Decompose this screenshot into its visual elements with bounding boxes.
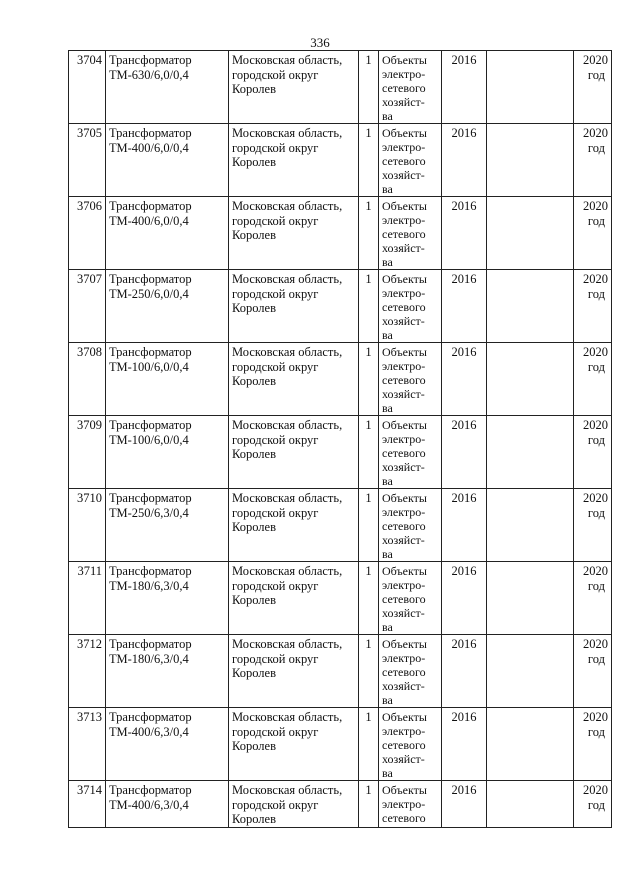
category-line: сетевого xyxy=(382,300,426,314)
table-row xyxy=(69,197,612,270)
deadline-year: 2020 xyxy=(583,126,608,140)
deadline-cell xyxy=(574,562,612,635)
category-line: Объекты xyxy=(382,637,427,651)
quantity-cell: 1 xyxy=(359,489,379,562)
category-line: электро- xyxy=(382,67,426,81)
category-line: хозяйст- xyxy=(382,241,425,255)
deadline-unit: год xyxy=(587,578,605,593)
deadline-year: 2020 xyxy=(583,783,608,797)
quantity-cell: 1 xyxy=(359,635,379,708)
category-line: сетевого xyxy=(382,373,426,387)
deadline-year: 2020 xyxy=(583,272,608,286)
category-line: сетевого xyxy=(382,81,426,95)
row-number-cell: 3709 xyxy=(69,416,106,489)
category-line: хозяйст- xyxy=(382,314,425,328)
location-cell: Московская область, городской округ Королев xyxy=(229,197,359,270)
deadline-unit: год xyxy=(587,724,605,739)
category-line: ва xyxy=(382,109,393,123)
deadline-cell xyxy=(574,781,612,828)
deadline-year: 2020 xyxy=(583,491,608,505)
category-line: электро- xyxy=(382,651,426,665)
deadline-unit: год xyxy=(587,67,605,82)
page-number: 336 xyxy=(310,35,330,50)
item-name-cell: Трансформатор ТМ-400/6,0/0,4 xyxy=(106,197,229,270)
row-number-cell: 3705 xyxy=(69,124,106,197)
category-cell xyxy=(379,343,442,416)
category-cell xyxy=(379,635,442,708)
empty-cell xyxy=(487,270,574,343)
category-cell xyxy=(379,416,442,489)
category-line: хозяйст- xyxy=(382,95,425,109)
deadline-unit: год xyxy=(587,213,605,228)
category-cell xyxy=(379,124,442,197)
deadline-year: 2020 xyxy=(583,53,608,67)
location-cell: Московская область, городской округ Королев xyxy=(229,124,359,197)
deadline-cell xyxy=(574,197,612,270)
category-line: хозяйст- xyxy=(382,533,425,547)
deadline-year: 2020 xyxy=(583,710,608,724)
category-line: Объекты xyxy=(382,783,427,797)
category-line: сетевого xyxy=(382,592,426,606)
item-name-cell: Трансформатор ТМ-400/6,3/0,4 xyxy=(106,781,229,828)
item-name-cell: Трансформатор ТМ-630/6,0/0,4 xyxy=(106,51,229,124)
empty-cell xyxy=(487,562,574,635)
empty-cell xyxy=(487,489,574,562)
empty-cell xyxy=(487,343,574,416)
registry-table xyxy=(68,50,612,828)
category-line: хозяйст- xyxy=(382,168,425,182)
category-line: электро- xyxy=(382,140,426,154)
item-name-cell: Трансформатор ТМ-250/6,3/0,4 xyxy=(106,489,229,562)
table-row xyxy=(69,416,612,489)
category-line: электро- xyxy=(382,286,426,300)
category-line: сетевого xyxy=(382,665,426,679)
deadline-unit: год xyxy=(587,140,605,155)
category-cell xyxy=(379,489,442,562)
category-line: Объекты xyxy=(382,564,427,578)
deadline-cell xyxy=(574,124,612,197)
location-cell: Московская область, городской округ Королев xyxy=(229,708,359,781)
row-number-cell: 3707 xyxy=(69,270,106,343)
category-cell xyxy=(379,270,442,343)
deadline-unit: год xyxy=(587,505,605,520)
category-line: Объекты xyxy=(382,126,427,140)
empty-cell xyxy=(487,124,574,197)
category-line: сетевого xyxy=(382,446,426,460)
deadline-cell xyxy=(574,635,612,708)
year-cell: 2016 xyxy=(442,708,487,781)
deadline-cell xyxy=(574,708,612,781)
category-line: электро- xyxy=(382,432,426,446)
deadline-year: 2020 xyxy=(583,637,608,651)
year-cell: 2016 xyxy=(442,781,487,828)
location-cell: Московская область, городской округ Королев xyxy=(229,270,359,343)
quantity-cell: 1 xyxy=(359,781,379,828)
year-cell: 2016 xyxy=(442,51,487,124)
year-cell: 2016 xyxy=(442,562,487,635)
deadline-cell xyxy=(574,270,612,343)
category-line: ва xyxy=(382,620,393,634)
category-line: ва xyxy=(382,255,393,269)
category-line: хозяйст- xyxy=(382,606,425,620)
location-cell: Московская область, городской округ Королев xyxy=(229,562,359,635)
category-line: Объекты xyxy=(382,345,427,359)
category-line: Объекты xyxy=(382,491,427,505)
quantity-cell: 1 xyxy=(359,708,379,781)
category-cell xyxy=(379,51,442,124)
year-cell: 2016 xyxy=(442,343,487,416)
row-number-cell: 3713 xyxy=(69,708,106,781)
category-line: электро- xyxy=(382,724,426,738)
item-name-cell: Трансформатор ТМ-180/6,3/0,4 xyxy=(106,562,229,635)
category-line: ва xyxy=(382,766,393,780)
category-line: ва xyxy=(382,328,393,342)
category-line: Объекты xyxy=(382,199,427,213)
category-line: хозяйст- xyxy=(382,679,425,693)
category-line: сетевого xyxy=(382,519,426,533)
category-line: хозяйст- xyxy=(382,387,425,401)
category-line: ва xyxy=(382,547,393,561)
table-row xyxy=(69,781,612,828)
year-cell: 2016 xyxy=(442,489,487,562)
deadline-year: 2020 xyxy=(583,418,608,432)
category-line: сетевого xyxy=(382,738,426,752)
deadline-year: 2020 xyxy=(583,345,608,359)
category-cell xyxy=(379,708,442,781)
category-line: электро- xyxy=(382,213,426,227)
year-cell: 2016 xyxy=(442,416,487,489)
deadline-unit: год xyxy=(587,286,605,301)
empty-cell xyxy=(487,51,574,124)
table-row xyxy=(69,270,612,343)
table-row xyxy=(69,708,612,781)
item-name-cell: Трансформатор ТМ-400/6,3/0,4 xyxy=(106,708,229,781)
table-row xyxy=(69,489,612,562)
location-cell: Московская область, городской округ Королев xyxy=(229,416,359,489)
item-name-cell: Трансформатор ТМ-250/6,0/0,4 xyxy=(106,270,229,343)
category-line: хозяйст- xyxy=(382,752,425,766)
year-cell: 2016 xyxy=(442,197,487,270)
quantity-cell: 1 xyxy=(359,197,379,270)
category-line: ва xyxy=(382,401,393,415)
quantity-cell: 1 xyxy=(359,124,379,197)
quantity-cell: 1 xyxy=(359,562,379,635)
category-line: хозяйст- xyxy=(382,460,425,474)
row-number-cell: 3710 xyxy=(69,489,106,562)
table-row xyxy=(69,343,612,416)
year-cell: 2016 xyxy=(442,270,487,343)
deadline-cell xyxy=(574,51,612,124)
quantity-cell: 1 xyxy=(359,343,379,416)
registry-body xyxy=(69,51,612,828)
category-line: ва xyxy=(382,182,393,196)
location-cell: Московская область, городской округ Королев xyxy=(229,51,359,124)
table-row xyxy=(69,51,612,124)
item-name-cell: Трансформатор ТМ-180/6,3/0,4 xyxy=(106,635,229,708)
empty-cell xyxy=(487,708,574,781)
row-number-cell: 3711 xyxy=(69,562,106,635)
category-line: электро- xyxy=(382,578,426,592)
category-line: электро- xyxy=(382,359,426,373)
deadline-unit: год xyxy=(587,651,605,666)
item-name-cell: Трансформатор ТМ-100/6,0/0,4 xyxy=(106,343,229,416)
deadline-year: 2020 xyxy=(583,199,608,213)
deadline-cell xyxy=(574,489,612,562)
empty-cell xyxy=(487,197,574,270)
category-line: сетевого xyxy=(382,154,426,168)
table-row xyxy=(69,562,612,635)
deadline-unit: год xyxy=(587,797,605,812)
location-cell: Московская область, городской округ Королев xyxy=(229,343,359,416)
category-cell xyxy=(379,781,442,828)
category-line: Объекты xyxy=(382,272,427,286)
location-cell: Московская область, городской округ Королев xyxy=(229,781,359,828)
year-cell: 2016 xyxy=(442,635,487,708)
item-name-cell: Трансформатор ТМ-400/6,0/0,4 xyxy=(106,124,229,197)
location-cell: Московская область, городской округ Королев xyxy=(229,489,359,562)
table-row xyxy=(69,124,612,197)
deadline-unit: год xyxy=(587,359,605,374)
category-line: сетевого xyxy=(382,227,426,241)
quantity-cell: 1 xyxy=(359,51,379,124)
item-name-cell: Трансформатор ТМ-100/6,0/0,4 xyxy=(106,416,229,489)
year-cell: 2016 xyxy=(442,124,487,197)
empty-cell xyxy=(487,416,574,489)
row-number-cell: 3706 xyxy=(69,197,106,270)
table-row xyxy=(69,635,612,708)
location-cell: Московская область, городской округ Королев xyxy=(229,635,359,708)
category-line: электро- xyxy=(382,505,426,519)
empty-cell xyxy=(487,635,574,708)
row-number-cell: 3714 xyxy=(69,781,106,828)
category-line: электро- xyxy=(382,797,426,811)
deadline-year: 2020 xyxy=(583,564,608,578)
quantity-cell: 1 xyxy=(359,270,379,343)
deadline-cell xyxy=(574,416,612,489)
deadline-unit: год xyxy=(587,432,605,447)
category-line: ва xyxy=(382,474,393,488)
row-number-cell: 3708 xyxy=(69,343,106,416)
row-number-cell: 3704 xyxy=(69,51,106,124)
row-number-cell: 3712 xyxy=(69,635,106,708)
category-line: Объекты xyxy=(382,418,427,432)
category-cell xyxy=(379,197,442,270)
category-line: Объекты xyxy=(382,710,427,724)
category-line: ва xyxy=(382,693,393,707)
category-line: Объекты xyxy=(382,53,427,67)
category-cell xyxy=(379,562,442,635)
quantity-cell: 1 xyxy=(359,416,379,489)
deadline-cell xyxy=(574,343,612,416)
category-line: сетевого xyxy=(382,811,426,825)
empty-cell xyxy=(487,781,574,828)
